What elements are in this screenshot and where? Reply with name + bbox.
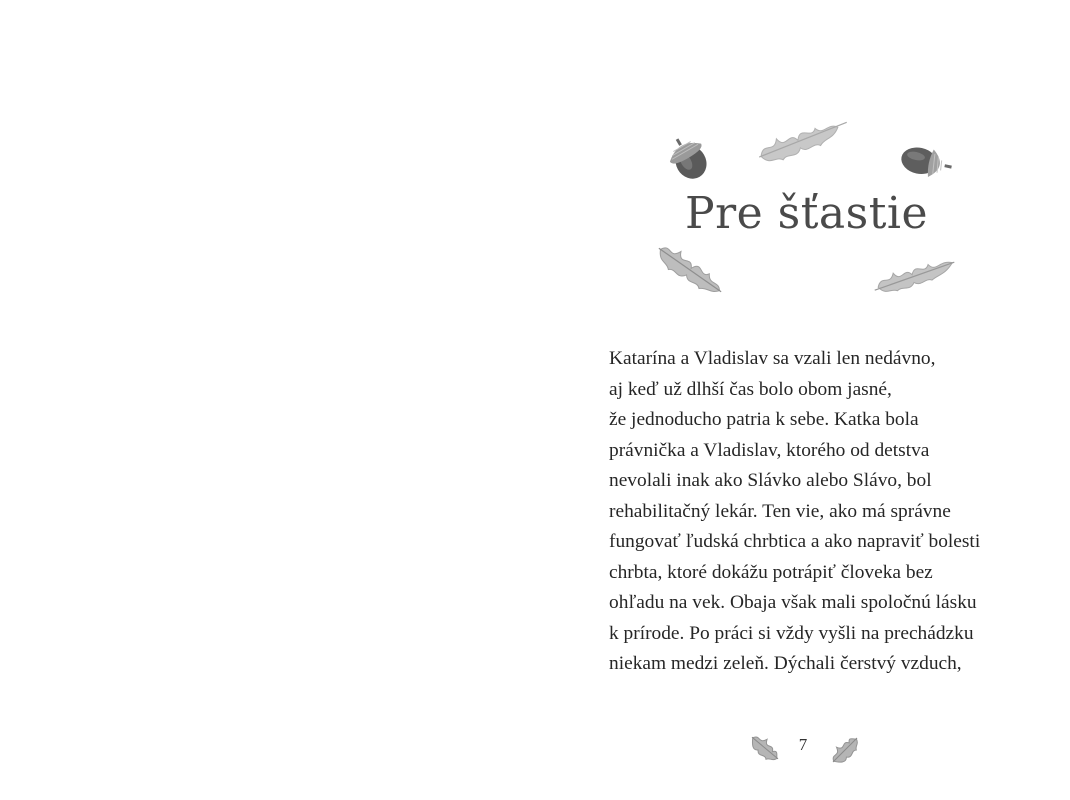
body-line: právnička a Vladislav, ktorého od detstva	[609, 439, 930, 461]
acorn-icon	[660, 130, 716, 184]
oak-leaf-icon	[827, 730, 863, 770]
body-line: že jednoducho patria k sebe. Katka bola	[609, 409, 919, 430]
body-line: ohľadu na vek. Obaja však mali spoločnú lásku	[609, 592, 977, 613]
body-line: aj keď už dlhší čas bolo obom jasné,	[609, 378, 892, 400]
oak-leaf-icon	[750, 115, 855, 165]
chapter-title: Pre šťastie	[685, 188, 929, 239]
oak-leaf-icon	[870, 250, 960, 298]
body-line: niekam medzi zeleň. Dýchali čerstvý vzduch,	[609, 653, 962, 674]
right-page	[535, 0, 1070, 800]
body-line: chrbta, ktoré dokážu potrápiť človeka bez	[609, 561, 933, 583]
body-line: fungovať ľudská chrbtica a ako napraviť bolesti	[609, 531, 981, 552]
acorn-icon	[895, 138, 955, 186]
body-line: rehabilitačný lekár. Ten vie, ako má správne	[609, 500, 951, 522]
body-line: nevolali inak ako Slávko alebo Slávo, bol	[609, 470, 932, 491]
oak-leaf-icon	[650, 240, 730, 300]
page-number: 7	[798, 735, 808, 754]
body-text	[609, 344, 1009, 680]
body-line: k prírode. Po práci si vždy vyšli na prechádzku	[609, 622, 974, 644]
body-line: Katarína a Vladislav sa vzali len nedávno,	[609, 348, 936, 369]
oak-leaf-icon	[747, 728, 783, 768]
